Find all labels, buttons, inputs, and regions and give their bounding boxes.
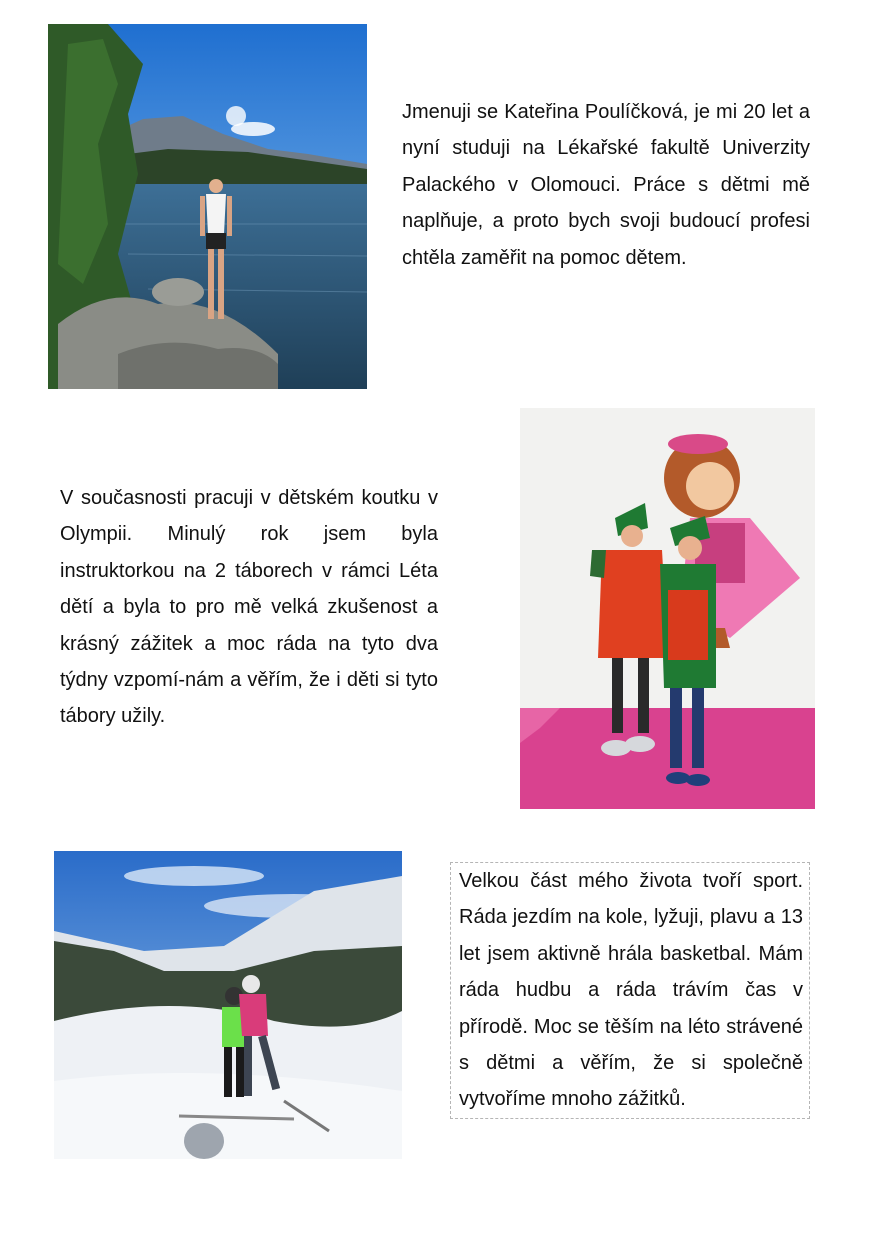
hobbies-paragraph: Velkou část mého života tvoří sport. Ráda jezdím na kole, lyžuji, plavu a 13 let jsem aktivně hrála basketbal. Mám ráda hudbu a ráda trávím čas v přírodě. Moc se těším na léto strávené s dětmi a věřím, že si společně vytvoříme mnoho zážitků.	[459, 870, 803, 1111]
work-paragraph: V současnosti pracuji v dětském koutku v Olympii. Minulý rok jsem byla instruktorkou na 2 táborech v rámci Léta dětí a byla to pro mě velká zkušenost a krásný zážitek a moc ráda na tyto dva týdny vzpomí-nám a věřím, že i děti si tyto tábory užily.	[60, 487, 438, 728]
photo-skiing	[54, 851, 402, 1159]
hobbies-text-box	[450, 862, 810, 1119]
photo-elves-mascot	[520, 408, 815, 809]
intro-paragraph: Jmenuji se Kateřina Poulíčková, je mi 20 let a nyní studuji na Lékařské fakultě Univerzity Palackého v Olomouci. Práce s dětmi mě naplňuje, a proto bych svoji budoucí profesi chtěla zaměřit na pomoc dětem.	[402, 101, 810, 269]
photo-lake	[48, 24, 367, 389]
